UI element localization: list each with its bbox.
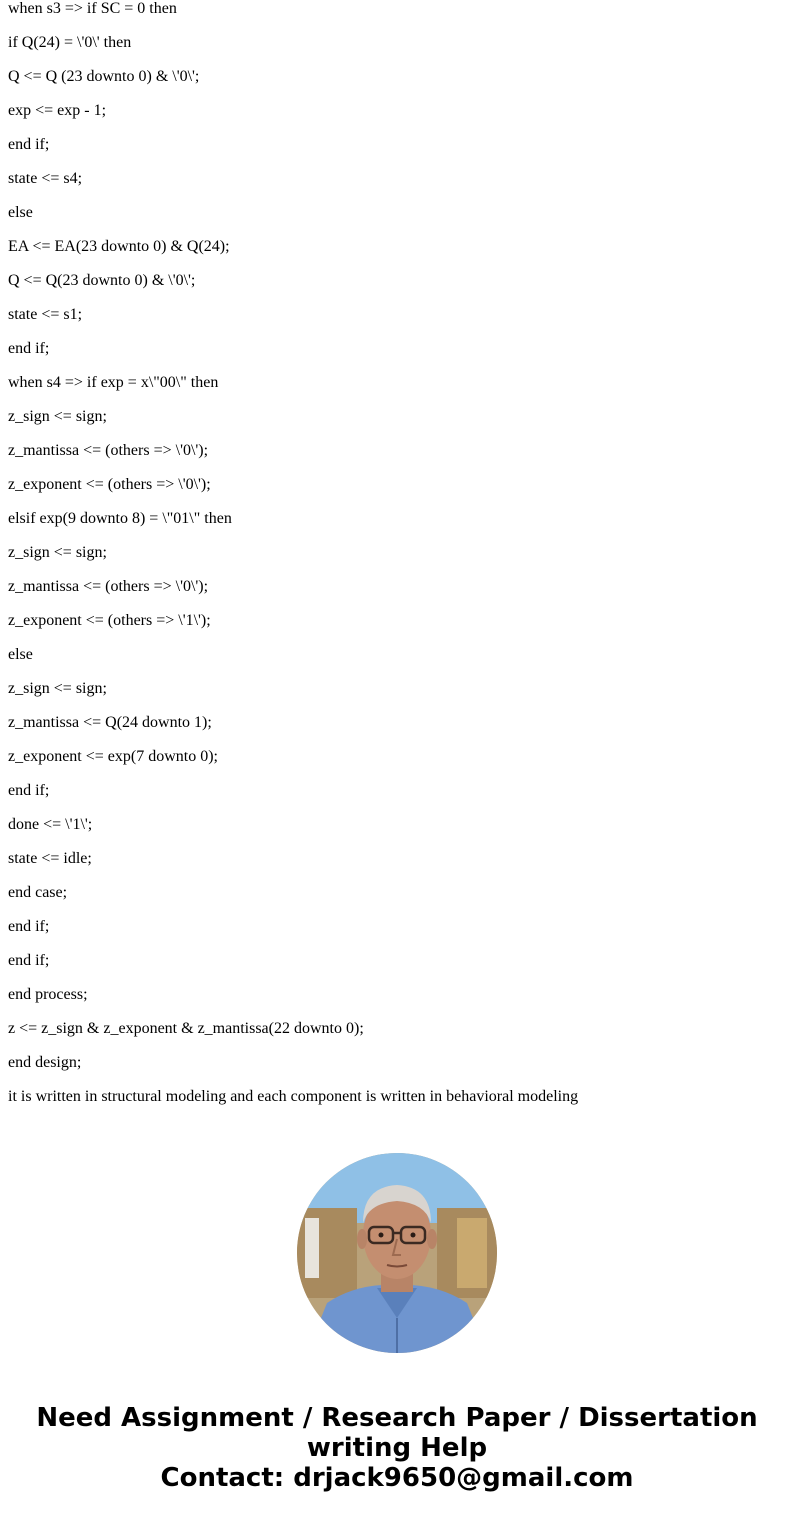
avatar-portrait-illustration	[297, 1153, 497, 1353]
text-line: z_exponent <= exp(7 downto 0);	[8, 748, 218, 765]
document-body	[8, 0, 788, 1114]
text-line: z_mantissa <= Q(24 downto 1);	[8, 714, 212, 731]
text-line: state <= idle;	[8, 850, 92, 867]
text-line: end case;	[8, 884, 68, 901]
text-line: z_sign <= sign;	[8, 680, 107, 697]
promo-line-2: writing Help	[306, 1433, 488, 1463]
text-line: z_sign <= sign;	[8, 544, 107, 561]
text-line: z <= z_sign & z_exponent & z_mantissa(22 downto 0);	[8, 1020, 364, 1037]
text-line: exp <= exp - 1;	[8, 102, 107, 119]
text-line: Q <= Q(23 downto 0) & \'0\';	[8, 272, 196, 289]
text-line: end if;	[8, 782, 50, 799]
text-line: z_exponent <= (others => \'0\');	[8, 476, 211, 493]
text-line: z_mantissa <= (others => \'0\');	[8, 442, 209, 459]
text-line: else	[8, 204, 33, 221]
text-line: end if;	[8, 136, 50, 153]
text-line: EA <= EA(23 downto 0) & Q(24);	[8, 238, 230, 255]
text-line: Q <= Q (23 downto 0) & \'0\';	[8, 68, 200, 85]
text-line: end if;	[8, 918, 50, 935]
text-line: when s4 => if exp = x\"00\" then	[8, 374, 219, 391]
text-line: state <= s1;	[8, 306, 83, 323]
text-line: when s3 => if SC = 0 then	[8, 0, 177, 17]
text-line: else	[8, 646, 33, 663]
text-line: elsif exp(9 downto 8) = \"01\" then	[8, 510, 232, 527]
promo-line-1: Need Assignment / Research Paper / Dissertation	[36, 1403, 758, 1433]
help-promo-banner	[0, 1403, 794, 1493]
promo-contact: Contact: drjack9650@gmail.com	[160, 1463, 634, 1493]
text-line: if Q(24) = \'0\' then	[8, 34, 132, 51]
closing-note: it is written in structural modeling and each component is written in behavioral modeling	[8, 1088, 579, 1105]
text-line: z_mantissa <= (others => \'0\');	[8, 578, 209, 595]
text-line: end if;	[8, 340, 50, 357]
text-line: end process;	[8, 986, 88, 1003]
text-line: done <= \'1\';	[8, 816, 93, 833]
text-line: z_exponent <= (others => \'1\');	[8, 612, 211, 629]
author-avatar	[297, 1153, 497, 1353]
text-line: state <= s4;	[8, 170, 83, 187]
text-line: z_sign <= sign;	[8, 408, 107, 425]
text-line: end design;	[8, 1054, 82, 1071]
text-line: end if;	[8, 952, 50, 969]
